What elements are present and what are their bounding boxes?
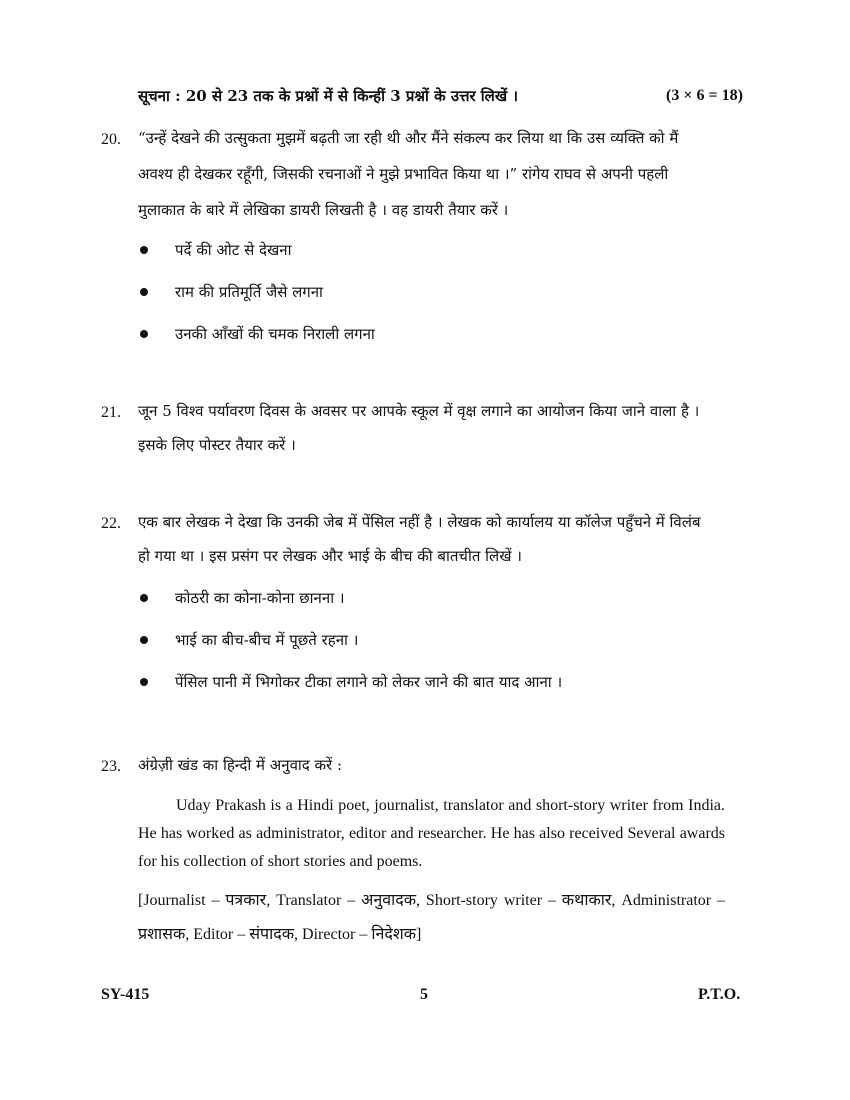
bullet-text: पेंसिल पानी में भिगोकर टीका लगाने को लेकर जाने की बात याद आना । bbox=[175, 673, 563, 691]
instruction-text: सूचना : 20 से 23 तक के प्रश्नों में से किन्हीं 3 प्रश्नों के उत्तर लिखें । bbox=[138, 87, 519, 105]
question-number: 20. bbox=[101, 131, 121, 148]
bullet-text: पर्दे की ओट से देखना bbox=[175, 241, 292, 259]
question-line: अवश्य ही देखकर रहूँगी, जिसकी रचनाओं ने मुझे प्रभावित किया था ।” रांगेय राघव से अपनी पहली bbox=[138, 165, 669, 183]
question-line: एक बार लेखक ने देखा कि उनकी जेब में पेंसिल नहीं है । लेखक को कार्यालय या कॉलेज पहुँचने में विलंब bbox=[138, 513, 701, 531]
question-line: मुलाकात के बारे में लेखिका डायरी लिखती है । वह डायरी तैयार करें । bbox=[138, 201, 509, 219]
bullet-icon bbox=[140, 678, 148, 686]
question-number: 21. bbox=[101, 404, 121, 421]
bullet-text: कोठरी का कोना-कोना छानना । bbox=[175, 589, 345, 607]
bullet-text: भाई का बीच-बीच में पूछते रहना । bbox=[175, 631, 359, 649]
question-line: अंग्रेज़ी खंड का हिन्दी में अनुवाद करें : bbox=[138, 756, 343, 774]
bullet-text: राम की प्रतिमूर्ति जैसे लगना bbox=[175, 283, 323, 301]
question-line: हो गया था । इस प्रसंग पर लेखक और भाई के बीच की बातचीत लिखें । bbox=[138, 547, 522, 565]
instruction-marks: (3 × 6 = 18) bbox=[666, 87, 743, 104]
bullet-text: उनकी आँखों की चमक निराली लगना bbox=[175, 325, 375, 343]
page-number: 5 bbox=[420, 986, 428, 1003]
bullet-icon bbox=[140, 330, 148, 338]
bullet-icon bbox=[140, 246, 148, 254]
english-passage: Uday Prakash is a Hindi poet, journalist, translator and short-story writer from India. He has worked as administrator, editor and researcher. He has also received Several awards for his collection of short stories and poems. bbox=[138, 797, 725, 870]
bullet-icon bbox=[140, 594, 148, 602]
question-number: 22. bbox=[101, 515, 121, 532]
glossary: [Journalist – पत्रकार, Translator – अनुवादक, Short-story writer – कथाकार, Administrator – प्रशासक, Editor – संपादक, Director – निदेशक] bbox=[138, 892, 725, 943]
bullet-icon bbox=[140, 636, 148, 644]
question-line: जून 5 विश्व पर्यावरण दिवस के अवसर पर आपके स्कूल में वृक्ष लगाने का आयोजन किया जाने वाला है । bbox=[138, 402, 700, 420]
paper-code: SY-415 bbox=[101, 986, 150, 1003]
question-line: इसके लिए पोस्टर तैयार करें । bbox=[138, 436, 296, 454]
bullet-icon bbox=[140, 288, 148, 296]
question-line: “उन्हें देखने की उत्सुकता मुझमें बढ़ती जा रही थी और मैंने संकल्प कर लिया था कि उस व्यक्ति को मैं bbox=[138, 129, 679, 147]
pto-label: P.T.O. bbox=[698, 986, 741, 1003]
question-number: 23. bbox=[101, 758, 121, 775]
